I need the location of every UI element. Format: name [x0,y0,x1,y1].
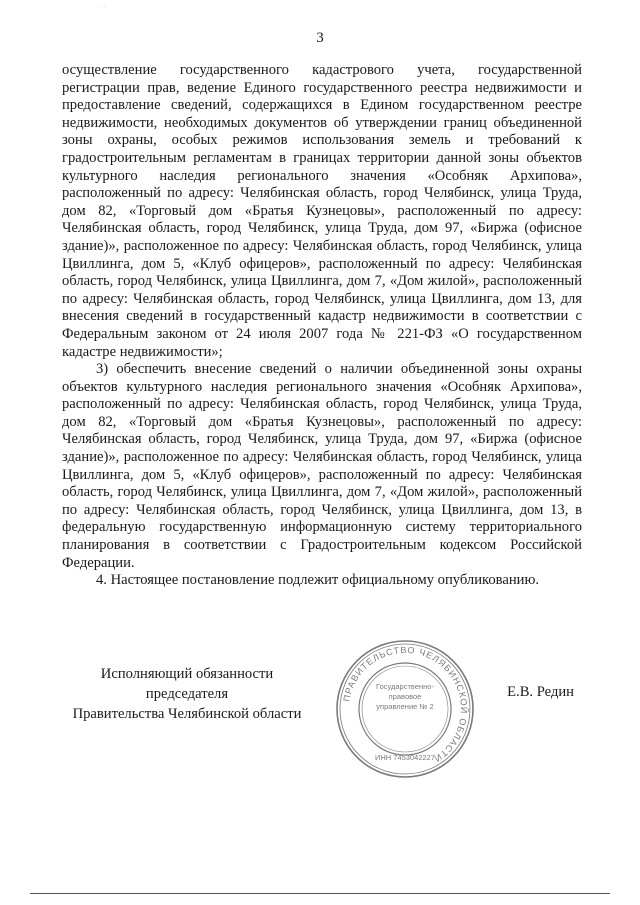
signatory-title [62,664,312,724]
stamp-bottom-text: ИНН 7453042227 [374,753,436,762]
stamp-ring-text: ПРАВИТЕЛЬСТВО ЧЕЛЯБИНСКОЙ ОБЛАСТИ [341,644,470,765]
paragraph-item-4: 4. Настоящее постановление подлежит официальному опубликованию. [96,572,540,589]
scan-bottom-edge [30,893,610,894]
paragraph-continuation: осуществление государственного кадастрового учета, государственной регистрации прав, ведение Единого государственного реестра недвижимости и предоставление сведений, содержащихся в Едином государственном реестре недвижимости, необходимых документов об утверждении границ объединенной зоны охраны, особых режимов использования земель и требований к градостроительным регламентам в границах территории данной зоны объектов культурного наследия регионального значения «Особняк Архипова», расположенный по адресу: Челябинская область, город Челябинск, улица Труда, дом 82, «Торговый дом «Братья Кузнецовы», расположенный по адресу: Челябинская область, город Челябинск, улица Труда, дом 97, «Биржа (офисное здание)», расположенное по адресу: Челябинская область, город Челябинск, улица Цвиллинга, дом 5, «Клуб офицеров», расположенный по адресу: Челябинская область, город Челябинск, улица Цвиллинга, дом 7, «Дом жилой», расположенный по адресу: Челябинская область, город Челябинск, улица Цвиллинга, дом 13, для внесения сведений в государственный кадастр недвижимости в соответствии с Федеральным законом от 24 июля 2007 года № 221-ФЗ «О государственном кадастре недвижимости»; [62,62,582,360]
scan-specks: · · [100,4,106,10]
stamp-inner-text: Государственно-правовое управление № 2 [376,682,434,711]
signatory-title-line-1: Исполняющий обязанности председателя [100,666,274,702]
signatory-title-line-2: Правительства Челябинской области [72,706,302,722]
paragraph-item-3: 3) обеспечить внесение сведений о наличии объединенной зоны охраны объектов культурного наследия регионального значения «Особняк Архипова», расположенный по адресу: Челябинская область, город Челябинск, улица Труда, дом 82, «Торговый дом «Братья Кузнецовы», расположенный по адресу: Челябинская область, город Челябинск, улица Труда, дом 97, «Биржа (офисное здание)», расположенное по адресу: Челябинская область, город Челябинск, улица Цвиллинга, дом 5, «Клуб офицеров», расположенный по адресу: Челябинская область, город Челябинск, улица Цвиллинга, дом 7, «Дом жилой», расположенный по адресу: Челябинская область, город Челябинск, улица Цвиллинга, дом 13, в федеральную государственную информационную систему территориального планирования в соответствии с Градостроительным кодексом Российской Федерации. [62,361,582,571]
official-stamp-icon [334,638,476,780]
document-body [62,62,582,590]
signatory-name: Е.В. Редин [507,684,574,700]
signature-block [62,644,582,765]
page-number: 3 [316,30,324,46]
